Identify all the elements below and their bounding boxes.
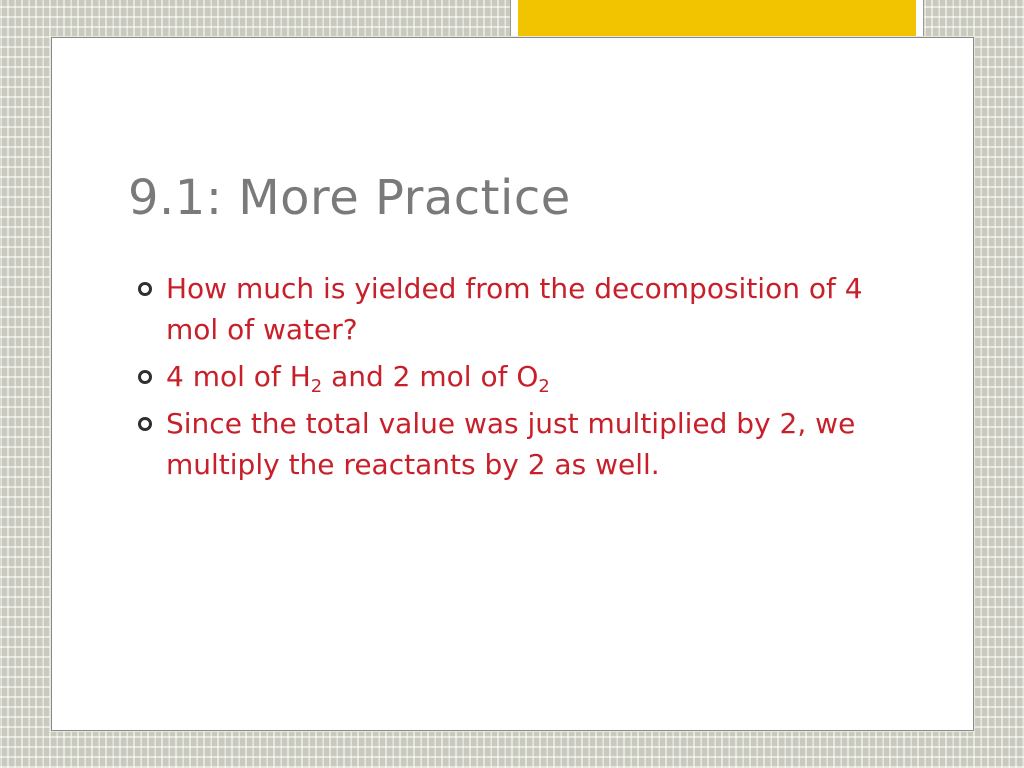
subscript: 2 <box>538 376 550 397</box>
bullet-text: How much is yielded from the decomposition of 4 mol of water? <box>166 272 863 346</box>
bullet-icon <box>138 417 152 431</box>
bullet-list <box>136 268 876 491</box>
bullet-text-part: and 2 mol of O <box>322 360 539 393</box>
bullet-icon <box>138 282 152 296</box>
bullet-item-question <box>136 268 876 350</box>
subscript: 2 <box>310 376 323 397</box>
bullet-icon <box>138 370 152 384</box>
bullet-text-part: 4 mol of H <box>166 360 311 393</box>
bullet-text: Since the total value was just multiplied by 2, we multiply the reactants by 2 as well. <box>166 407 856 481</box>
bullet-item-explanation <box>136 403 876 485</box>
bullet-item-answer <box>136 356 876 397</box>
slide-title: 9.1: More Practice <box>128 170 571 226</box>
